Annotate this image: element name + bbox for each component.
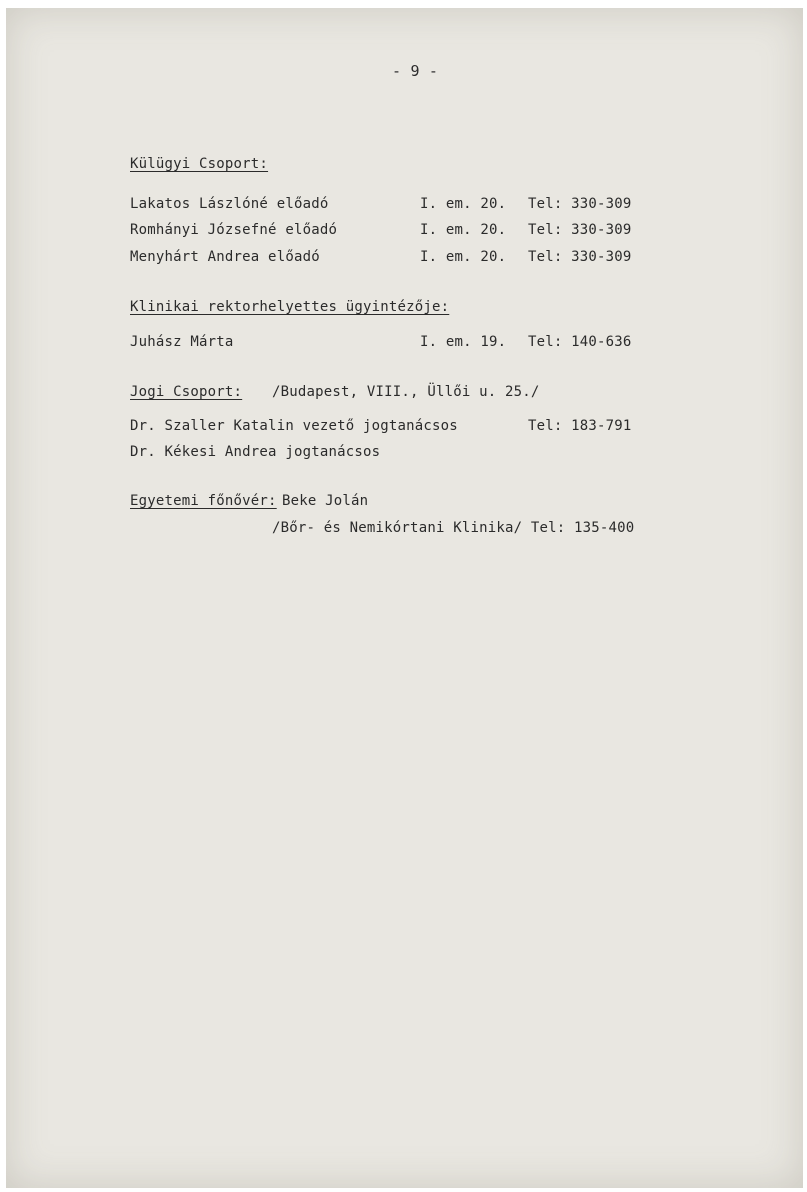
kulugyi-row-2-name: Romhányi Józsefné előadó xyxy=(130,222,338,238)
klinikai-name: Juhász Márta xyxy=(130,334,234,350)
jogi-address: /Budapest, VIII., Üllői u. 25./ xyxy=(272,384,540,400)
fonover-detail: /Bőr- és Nemikórtani Klinika/ Tel: 135-400 xyxy=(272,520,635,536)
klinikai-floor: I. em. 19. xyxy=(420,334,507,350)
fonover-heading: Egyetemi főnővér: xyxy=(130,493,277,509)
jogi-heading: Jogi Csoport: xyxy=(130,384,243,400)
kulugyi-row-3-tel: Tel: 330-309 xyxy=(528,249,632,265)
fonover-name: Beke Jolán xyxy=(282,493,369,509)
document-page xyxy=(6,8,803,1188)
klinikai-heading: Klinikai rektorhelyettes ügyintézője: xyxy=(130,299,450,315)
jogi-row-1-tel: Tel: 183-791 xyxy=(528,418,632,434)
kulugyi-row-2-tel: Tel: 330-309 xyxy=(528,222,632,238)
page-number: - 9 - xyxy=(392,62,439,80)
kulugyi-row-3-floor: I. em. 20. xyxy=(420,249,507,265)
klinikai-tel: Tel: 140-636 xyxy=(528,334,632,350)
kulugyi-row-1-floor: I. em. 20. xyxy=(420,196,507,212)
kulugyi-row-1-tel: Tel: 330-309 xyxy=(528,196,632,212)
kulugyi-row-2-floor: I. em. 20. xyxy=(420,222,507,238)
kulugyi-row-3-name: Menyhárt Andrea előadó xyxy=(130,249,320,265)
jogi-row-2-name: Dr. Kékesi Andrea jogtanácsos xyxy=(130,444,381,460)
kulugyi-heading: Külügyi Csoport: xyxy=(130,156,269,172)
jogi-row-1-name: Dr. Szaller Katalin vezető jogtanácsos xyxy=(130,418,458,434)
kulugyi-row-1-name: Lakatos Lászlóné előadó xyxy=(130,196,329,212)
